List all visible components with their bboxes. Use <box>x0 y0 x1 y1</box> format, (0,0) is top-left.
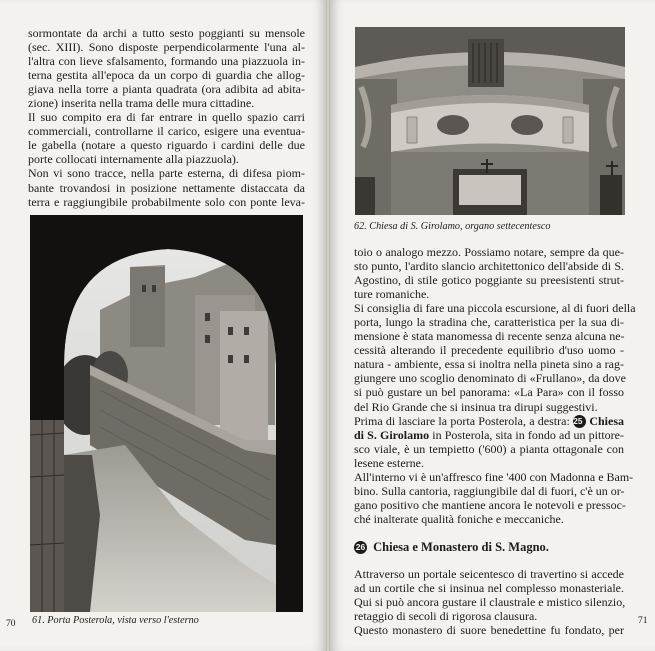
left-page <box>0 0 326 651</box>
text-line: gano positivo che mantiene ancora le notevoli e pressoc- <box>354 497 626 512</box>
text-line: sormontate da archi a tutto sesto poggianti su mensole <box>28 26 305 40</box>
text-line: (sec. XIII). Sono disposte perpendicolarmente l'una al- <box>28 40 305 55</box>
text-line: retaggio di secoli di rigorosa clausura. <box>354 609 538 624</box>
right-body-text <box>354 245 636 526</box>
text-line: Attraverso un portale seicentesco di travertino si accede <box>354 567 624 581</box>
text-line: giava nella torre a pianta quadrata (ora adibita ad abita- <box>28 82 305 97</box>
text-line: Questo monastero di suore benedettine fu fondato, per <box>354 623 624 638</box>
organ-photo <box>355 27 625 215</box>
text-line: ture romaniche. <box>354 287 430 302</box>
text-line: bino. Sulla cantoria, raggiungibile dal di fuori, c'è un or- <box>354 483 625 498</box>
text-line: sto punto, l'ardito slancio architettonico dell'abside di S. <box>354 259 624 274</box>
text-line: si può gustare un bel panorama: «La Para» con il fosso <box>354 385 624 400</box>
text-line: del Rio Grande che si insinua tra dirupi suggestivi. <box>354 399 598 414</box>
text-line: l'altra con lieve sfalsamento, formando una piazzuola in- <box>28 54 305 69</box>
left-photo-caption: 61. Porta Posterola, vista verso l'esterno <box>32 615 199 626</box>
text-line: Il suo compito era di far entrare in quello spazio carri <box>28 110 305 125</box>
entry-number-badge-26: 26 <box>355 542 366 552</box>
text-line: terra e raggiungibile probabilmente solo con ponte leva- <box>28 194 305 209</box>
right-photo-caption: 62. Chiesa di S. Girolamo, organo settecentesco <box>354 221 551 232</box>
text-line: mensione è stata manomessa di recente senza alcuna ne- <box>354 329 625 344</box>
text-line: ché inalterate qualità foniche e meccaniche. <box>354 511 564 526</box>
text-line: All'interno vi è un'affresco fine '400 con Madonna e Bam- <box>354 469 634 484</box>
text-line: sco viale, è un tempietto ('600) a pianta ottagonale con <box>354 441 624 456</box>
left-page-number: 70 <box>6 619 16 629</box>
right-page <box>330 0 655 651</box>
s-girolamo-line2: di S. Girolamo in Posterola, sita in fondo ad un pittore- <box>354 427 624 442</box>
text-line: ad un cortile che si insinua nel complesso monasteriale. <box>354 581 624 596</box>
text-line: zione) inserita nella trama delle mura cittadine. <box>28 96 255 111</box>
section-heading-s-magno: 26 Chiesa e Monastero di S. Magno. <box>355 540 549 554</box>
right-page-number: 71 <box>638 616 648 626</box>
porta-posterola-photo <box>30 215 303 612</box>
text-line: le gabella (notare a questo riguardo i cardini delle due <box>28 138 305 153</box>
text-line: porta, lungo la stradina che, caratteristica per la sua di- <box>354 315 624 330</box>
text-line: lesene esterne. <box>354 455 424 470</box>
text-line: Non vi sono tracce, nella parte esterna, di difesa piom- <box>28 166 305 181</box>
text-line: porte collocati internamente alla piazzuola). <box>28 152 239 167</box>
text-line: toio o analogo mezzo. Possiamo notare, sempre da que- <box>354 245 624 259</box>
text-line: bante trovandosi in posizione nettamente distaccata da <box>28 180 305 195</box>
text-line: Si consiglia di fare una piccola escursione, al di fuori della <box>354 301 636 316</box>
s-girolamo-line1: Prima di lasciare la porta Posterola, a destra: 25 Chiesa <box>354 413 624 428</box>
left-body-text <box>28 26 305 209</box>
text-line: terna gestita all'epoca da un corpo di guardia che allog- <box>28 68 305 83</box>
text-line: natura - ambiente, essa si inoltra nella pineta sino a rag- <box>354 357 624 372</box>
text-line: cessità alterando il precedente equilibrio d'uso uomo - <box>354 343 624 358</box>
text-line: Qui si può ancora gustare il claustrale e mistico silenzio, <box>354 595 626 610</box>
entry-number-badge-25: 25 <box>573 415 586 428</box>
text-line: Agostino, di stile gotico poggiante su preesistenti strut- <box>354 273 624 288</box>
s-magno-body-text <box>354 567 624 637</box>
text-line: giungere uno scoglio denominato di «Frullano», da dove <box>354 371 626 386</box>
text-line: commerciali, controllarne il carico, esigere una eventua- <box>28 124 305 139</box>
